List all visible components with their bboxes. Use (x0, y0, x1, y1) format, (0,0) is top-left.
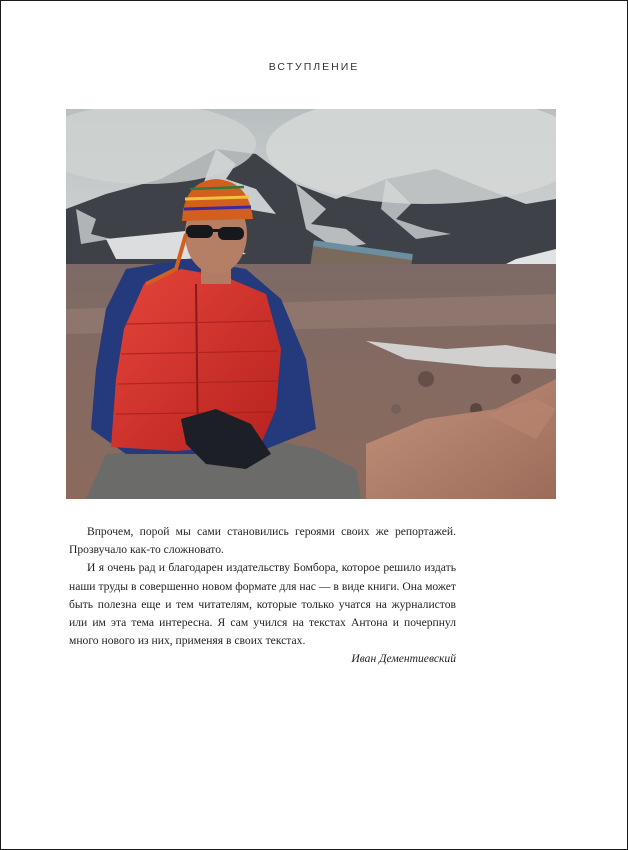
author-signature: Иван Дементиевский (351, 652, 456, 666)
mountaineer-photo (66, 109, 556, 499)
paragraph-1: Впрочем, порой мы сами становились героями своих же репортажей. Прозвучало как-то сложновато. (69, 525, 456, 557)
section-header: ВСТУПЛЕНИЕ (268, 61, 360, 73)
body-text (69, 523, 456, 669)
paragraph-2: И я очень рад и благодарен издательству Бомбора, которое решило издать наши труды в совершенно новом формате для нас — в виде книги. Она может быть полезна еще и тем читателям, которые только учатся на журналистов или им эта тема интересна. Я сам учился на текстах Антона и почерпнул много нового из них, применяя в своих текстах. (69, 561, 456, 648)
